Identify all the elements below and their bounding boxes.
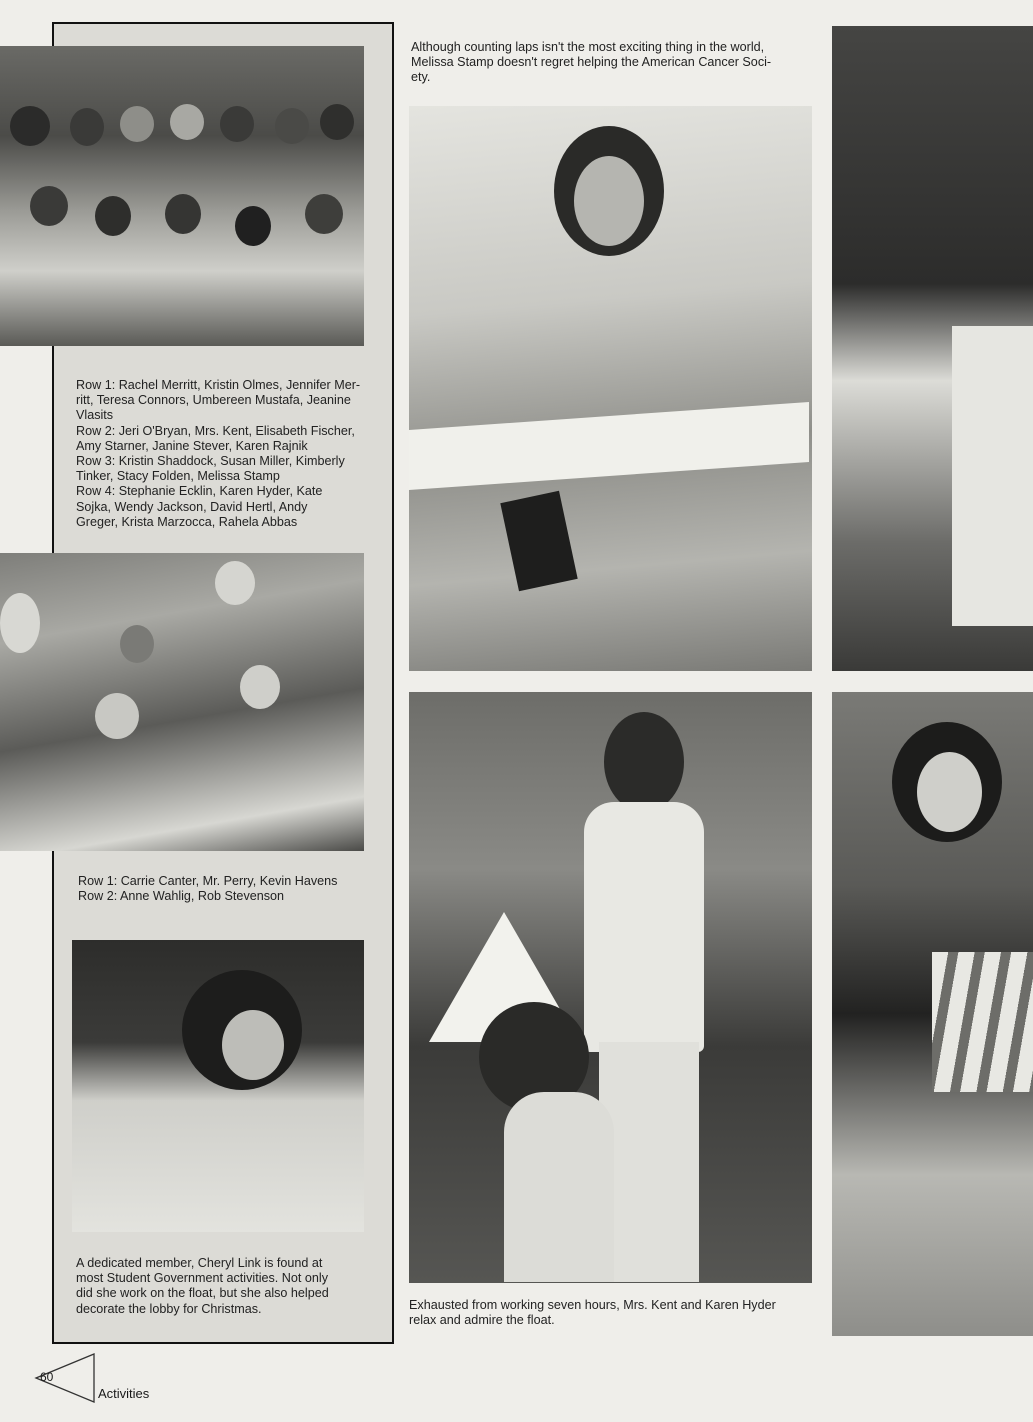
group-two-caption: Row 1: Carrie Canter, Mr. Perry, Kevin Havens Row 2: Anne Wahlig, Rob Stevenson (78, 874, 338, 904)
right-bottom-photo (832, 692, 1033, 1336)
cheryl-caption: A dedicated member, Cheryl Link is found at most Student Government activities. Not only did she work on the float, but she also helped decorate the lobby for Christmas. (76, 1256, 329, 1316)
group-photo-large (0, 46, 364, 346)
group-one-caption: Row 1: Rachel Merritt, Kristin Olmes, Jennifer Mer- ritt, Teresa Connors, Umbereen Mustafa, Jeanine Vlasits Row 2: Jeri O'Bryan, Mrs. Kent, Elisabeth Fischer, Amy Starner, Janine Stever, Karen Rajnik Row 3: Kristin Shaddock, Susan Miller, Kimberly Tinker, Stacy Folden, Melissa Stamp Row 4: Stephanie Ecklin, Karen Hyder, Kate Sojka, Wendy Jackson, David Hertl, Andy Greger, Krista Marzocca, Rahela Abbas (76, 378, 361, 529)
page-number: 60 (40, 1370, 54, 1384)
lap-counting-caption: Although counting laps isn't the most exciting thing in the world, Melissa Stamp doesn't regret helping the American Cancer Soci- ety. (411, 40, 772, 85)
cheryl-photo (72, 940, 364, 1232)
number-sign (500, 491, 577, 592)
float-photo (409, 692, 812, 1283)
section-title: Activities (98, 1386, 150, 1401)
float-caption: Exhausted from working seven hours, Mrs. Kent and Karen Hyder relax and admire the float. (409, 1298, 776, 1328)
group-photo-office (0, 553, 364, 851)
melissa-lap-photo (409, 106, 812, 671)
right-top-photo (832, 26, 1033, 671)
